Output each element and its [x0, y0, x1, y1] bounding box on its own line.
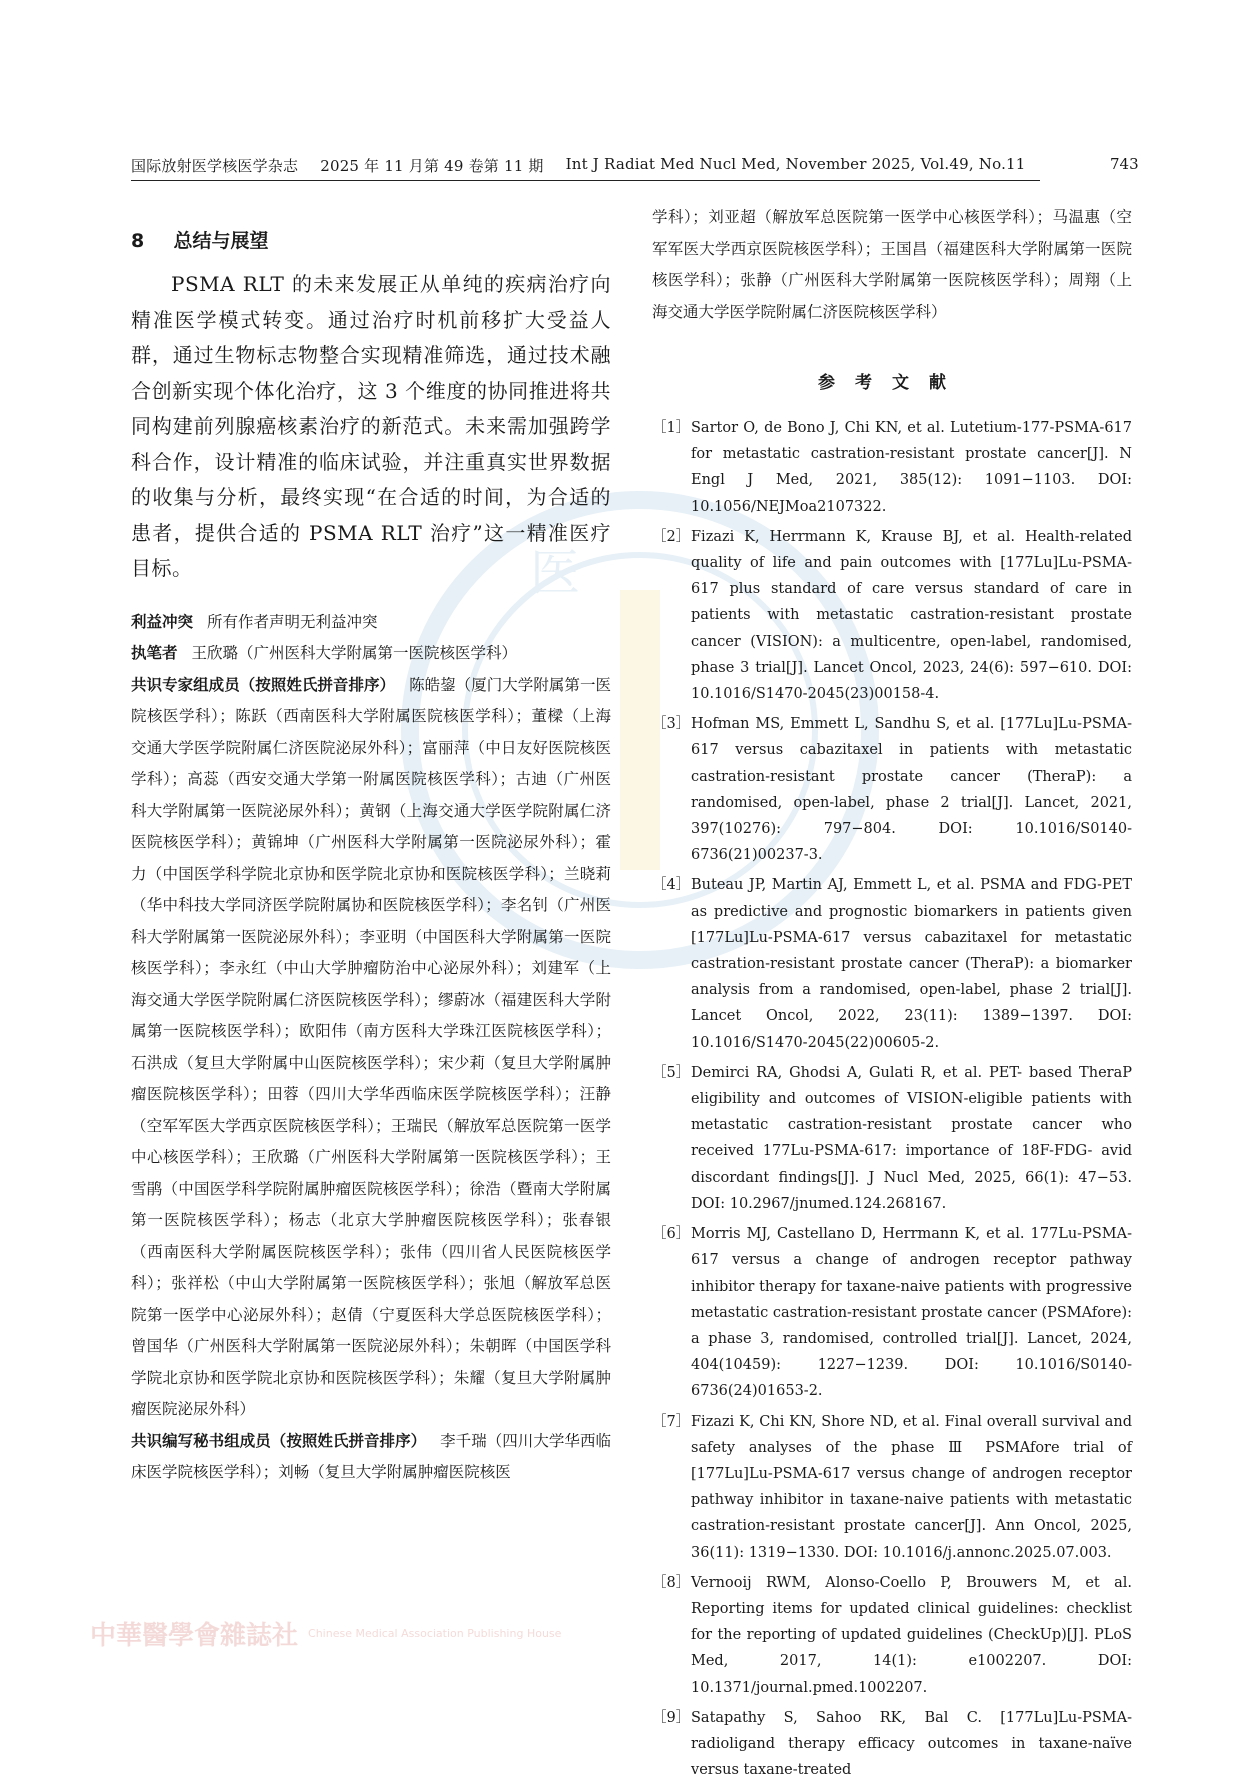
running-header	[131, 155, 1040, 181]
reference-item	[652, 1409, 1132, 1566]
reference-number: ［2］	[652, 528, 691, 545]
watermark-char: 医	[530, 544, 580, 602]
reference-item	[652, 1060, 1132, 1217]
reference-number: ［7］	[652, 1413, 691, 1430]
reference-number: ［4］	[652, 877, 691, 894]
reference-number: ［6］	[652, 1226, 691, 1243]
reference-item	[652, 711, 1132, 868]
references-heading: 参考文献	[818, 373, 966, 393]
conflict-label: 利益冲突	[131, 612, 194, 631]
reference-text: Hofman MS, Emmett L, Sandhu S, et al. [177Lu]Lu-PSMA-617 versus cabazitaxel in patients with metastatic castration-resistant prostate cancer (TheraP): a randomised, open-label, phase 2 trial[J]. Lancet, 2021, 397(10276): 797−804. DOI: 10.1016/S0140-6736(21)00237-3.	[691, 716, 1132, 864]
conflict-statement	[131, 607, 611, 639]
secretaries-label: 共识编写秘书组成员（按照姓氏拼音排序）	[131, 1431, 427, 1450]
reference-text: Fizazi K, Herrmann K, Krause BJ, et al. Health-related quality of life and pain outcomes with [177Lu]Lu-PSMA-617 plus standard of care versus standard of care in patients with metastatic castration-resistant prostate cancer (VISION): a multicentre, open-label, randomised, phase 3 trial[J]. Lancet Oncol, 2023, 24(6): 597−610. DOI: 10.1016/S1470-2045(23)00158-4.	[691, 528, 1132, 703]
experts-statement	[131, 670, 611, 1426]
publisher-name-cn: 中華醫學會雜誌社	[90, 1620, 299, 1651]
reference-text: Morris MJ, Castellano D, Herrmann K, et al. 177Lu-PSMA-617 versus a change of androgen receptor pathway inhibitor therapy for taxane-naive patients with progressive metastatic castration-resistant prostate cancer (PSMAfore): a phase 3, randomised, controlled trial[J]. Lancet, 2024, 404(10459): 1227−1239. DOI: 10.1016/S0140-6736(24)01653-2.	[691, 1226, 1133, 1400]
reference-text: Buteau JP, Martin AJ, Emmett L, et al. PSMA and FDG-PET as predictive and prognostic biomarkers in patients given [177Lu]Lu-PSMA-617 versus cabazitaxel for metastatic castration-resistant prostate cancer (TheraP): a biomarker analysis from a randomised, open-label, phase 2 trial[J]. Lancet Oncol, 2022, 23(11): 1389−1397. DOI: 10.1016/S1470-2045(22)00605-2.	[691, 877, 1132, 1051]
right-column	[652, 202, 1132, 1787]
author-statement	[131, 638, 611, 670]
experts-text: 陈皓鋆（厦门大学附属第一医院核医学科）；陈跃（西南医科大学附属医院核医学科）；董樑（上海交通大学医学院附属仁济医院泌尿外科）；富丽萍（中日友好医院核医学科）；高蕊（西安交通大学第一附属医院核医学科）；古迪（广州医科大学附属第一医院泌尿外科）；黄钢（上海交通大学医学院附属仁济医院核医学科）；黄锦坤（广州医科大学附属第一医院泌尿外科）；霍力（中国医学科学院北京协和医学院北京协和医院核医学科）；兰晓莉（华中科技大学同济医学院附属协和医院核医学科）；李名钊（广州医科大学附属第一医院泌尿外科）；李亚明（中国医科大学附属第一医院核医学科）；李永红（中山大学肿瘤防治中心泌尿外科）；刘建军（上海交通大学医学院附属仁济医院核医学科）；缪蔚冰（福建医科大学附属第一医院核医学科）；欧阳伟（南方医科大学珠江医院核医学科）；石洪成（复旦大学附属中山医院核医学科）；宋少莉（复旦大学附属肿瘤医院核医学科）；田蓉（四川大学华西临床医学院核医学科）；汪静（空军军医大学西京医院核医学科）；王瑞民（解放军总医院第一医学中心核医学科）；王欣璐（广州医科大学附属第一医院核医学科）；王雪鹃（中国医学科学院附属肿瘤医院核医学科）；徐浩（暨南大学附属第一医院核医学科）；杨志（北京大学肿瘤医院核医学科）；张春银（西南医科大学附属医院核医学科）；张伟（四川省人民医院核医学科）；张祥松（中山大学附属第一医院核医学科）；张旭（解放军总医院第一医学中心泌尿外科）；赵倩（宁夏医科大学总医院核医学科）；曾国华（广州医科大学附属第一医院泌尿外科）；朱朝晖（中国医学科学院北京协和医学院北京协和医院核医学科）；朱耀（复旦大学附属肿瘤医院泌尿外科）	[131, 675, 611, 1418]
experts-label: 共识专家组成员（按照姓氏拼音排序）	[131, 675, 396, 694]
reference-text: Demirci RA, Ghodsi A, Gulati R, et al. PET- based TheraP eligibility and outcomes of VISION-eligible patients with metastatic castration-resistant prostate cancer who received 177Lu-PSMA-617: importance of 18F-FDG- avid discordant findings[J]. J Nucl Med, 2025, 66(1): 47−53. DOI: 10.2967/jnumed.124.268167.	[691, 1064, 1132, 1212]
reference-item	[652, 1221, 1132, 1404]
section-heading	[131, 226, 611, 253]
reference-item	[652, 524, 1132, 707]
secretaries-text-left: 李千瑞（四川大学华西临床医学院核医学科）；刘畅（复旦大学附属肿瘤医院核医	[131, 1431, 611, 1481]
reference-number: ［1］	[652, 420, 691, 436]
section-title: 总结与展望	[173, 230, 269, 252]
author-text: 王欣璐（广州医科大学附属第一医院核医学科）	[191, 644, 518, 662]
reference-number: ［8］	[652, 1574, 691, 1591]
header-left	[131, 155, 1026, 176]
journal-title-en: Int J Radiat Med Nucl Med, November 2025, Vol.49, No.11	[565, 155, 1026, 173]
secretaries-continued: 学科）；刘亚超（解放军总医院第一医学中心核医学科）；马温惠（空军军医大学西京医院核医学科）；王国昌（福建医科大学附属第一医院核医学科）；张静（广州医科大学附属第一医院核医学科）；周翔（上海交通大学医学院附属仁济医院核医学科）	[652, 208, 1132, 321]
reference-number: ［5］	[652, 1064, 691, 1081]
issue-info-cn: 2025 年 11 月第 49 卷第 11 期	[320, 157, 544, 175]
reference-list	[652, 415, 1132, 1783]
page-number: 743	[1110, 155, 1139, 173]
reference-item	[652, 415, 1132, 520]
journal-title-cn: 国际放射医学核医学杂志	[131, 157, 299, 175]
reference-item	[652, 1570, 1132, 1701]
reference-text: Sartor O, de Bono J, Chi KN, et al. Lutetium-177-PSMA-617 for metastatic castration-resistant prostate cancer[J]. N Engl J Med, 2021, 385(12): 1091−1103. DOI: 10.1056/NEJMoa2107322.	[691, 420, 1132, 515]
conflict-text: 所有作者声明无利益冲突	[207, 612, 378, 631]
reference-text: Satapathy S, Sahoo RK, Bal C. [177Lu]Lu-PSMA-radioligand therapy efficacy outcomes in taxane-naïve versus taxane-treated	[691, 1709, 1132, 1779]
publisher-name-en: Chinese Medical Association Publishing House	[308, 1626, 562, 1640]
summary-paragraph: PSMA RLT 的未来发展正从单纯的疾病治疗向精准医学模式转变。通过治疗时机前移扩大受益人群，通过生物标志物整合实现精准筛选，通过技术融合创新实现个体化治疗，这 3 个维度的协同推进将共同构建前列腺癌核素治疗的新范式。未来需加强跨学科合作，设计精准的临床试验，并注重真实世界数据的收集与分析，最终实现“在合适的时间，为合适的患者，提供合适的 PSMA RLT 治疗”这一精准医疗目标。	[131, 272, 611, 580]
reference-text: Vernooij RWM, Alonso-Coello P, Brouwers M, et al. Reporting items for updated clinical guidelines: checklist for the reporting of updated guidelines (CheckUp)[J]. PLoS Med, 2017, 14(1): e1002207. DOI: 10.1371/journal.pmed.1002207.	[691, 1574, 1132, 1696]
reference-text: Fizazi K, Chi KN, Shore ND, et al. Final overall survival and safety analyses of the phase Ⅲ PSMAfore trial of [177Lu]Lu-PSMA-617 versus change of androgen receptor pathway inhibitor in taxane-naive patients with metastatic castration-resistant prostate cancer[J]. Ann Oncol, 2025, 36(11): 1319−1330. DOI: 10.1016/j.annonc.2025.07.003.	[691, 1413, 1132, 1561]
secretaries-statement	[131, 1426, 611, 1489]
reference-number: ［9］	[652, 1709, 691, 1726]
publisher-logo	[90, 1608, 562, 1658]
section-number: 8	[131, 230, 145, 252]
left-column	[131, 218, 611, 1489]
reference-number: ［3］	[652, 716, 691, 733]
reference-item	[652, 1705, 1132, 1784]
reference-item	[652, 872, 1132, 1055]
author-label: 执笔者	[131, 644, 178, 662]
